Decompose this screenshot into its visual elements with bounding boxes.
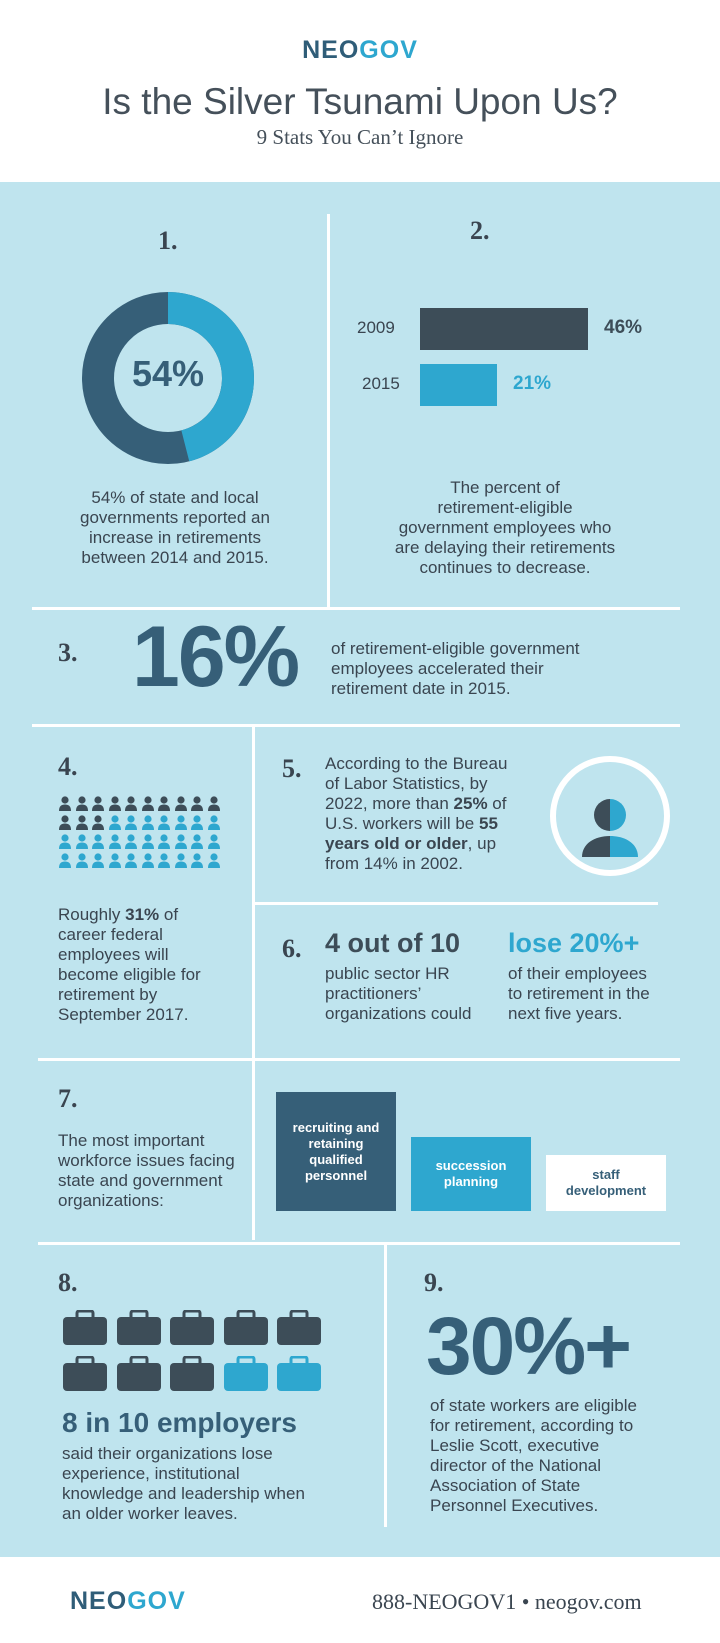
stat4-text: Roughly 31% of career federal employees will become eligible for retirement by September 2017. <box>58 905 201 1024</box>
person-icon <box>207 815 221 831</box>
stat6-headline-a: 4 out of 10 <box>325 928 461 958</box>
footer <box>0 1557 720 1643</box>
person-icon <box>124 815 138 831</box>
stat8-headline: 8 in 10 employers <box>62 1407 298 1438</box>
donut-label: 54% <box>131 353 205 394</box>
person-icon <box>141 815 155 831</box>
bar-2015 <box>420 364 497 406</box>
person-icon <box>91 815 105 831</box>
stat-number: 6. <box>282 934 302 963</box>
stat5-text: According to the Bureau of Labor Statistics, by 2022, more than 25% of U.S. workers will be 55 years old or older, up from 14% in 2002. <box>325 754 508 873</box>
bar-category-label: 2009 <box>357 318 395 337</box>
stat-number: 5. <box>282 754 302 783</box>
stat6-text-b: of their employees to retirement in the next five years. <box>508 964 650 1023</box>
issue-box-recruiting: recruiting and retaining qualified personnel <box>276 1092 396 1211</box>
stat-number: 7. <box>58 1084 78 1113</box>
person-icon <box>124 834 138 850</box>
divider <box>32 607 680 610</box>
person-icon <box>190 853 204 869</box>
person-icon <box>207 853 221 869</box>
stat9-text: of state workers are eligible for retirement, according to Leslie Scott, executive director of the National Association of State Personnel Executives. <box>430 1396 637 1515</box>
bar-value-label: 21% <box>513 373 552 394</box>
briefcase-icon <box>62 1356 108 1392</box>
person-icon <box>58 834 72 850</box>
briefcase-icon <box>62 1310 108 1346</box>
person-icon <box>141 796 155 812</box>
page-title: Is the Silver Tsunami Upon Us? <box>102 81 618 122</box>
person-icon <box>174 853 188 869</box>
stat3-text: of retirement-eligible government employees accelerated their retirement date in 2015. <box>331 639 580 698</box>
person-icon <box>124 853 138 869</box>
people-icon-grid <box>58 796 228 872</box>
person-icon <box>75 853 89 869</box>
person-circle-icon <box>548 754 672 878</box>
contact-info[interactable]: 888-NEOGOV1 • neogov.com <box>372 1589 642 1614</box>
person-icon <box>174 796 188 812</box>
divider <box>32 724 680 727</box>
person-icon <box>75 796 89 812</box>
stat6-text-a: public sector HR practitioners’ organizations could <box>325 964 472 1023</box>
stat1-text: 54% of state and local governments reported an increase in retirements between 2014 and 2015. <box>80 488 270 567</box>
divider <box>38 1242 680 1245</box>
stat-number: 1. <box>158 226 178 255</box>
briefcase-icon <box>276 1356 322 1392</box>
stat-number: 3. <box>58 638 78 667</box>
issue-box-staff-development: staff development <box>546 1155 666 1211</box>
person-icon <box>174 815 188 831</box>
person-icon <box>58 853 72 869</box>
briefcase-icon <box>223 1356 269 1392</box>
person-icon <box>157 796 171 812</box>
stat-number: 9. <box>424 1268 444 1297</box>
briefcase-icon <box>116 1356 162 1392</box>
divider <box>254 902 658 905</box>
person-icon <box>190 834 204 850</box>
person-icon <box>124 796 138 812</box>
stat-number: 2. <box>470 216 490 245</box>
stat8-text: said their organizations lose experience, institutional knowledge and leadership when an older worker leaves. <box>62 1444 305 1523</box>
person-icon <box>75 815 89 831</box>
person-icon <box>75 834 89 850</box>
person-icon <box>207 796 221 812</box>
person-icon <box>91 796 105 812</box>
person-icon <box>190 796 204 812</box>
person-icon <box>157 815 171 831</box>
stat2-text: The percent of retirement-eligible government employees who are delaying their retirements continues to decrease. <box>394 478 616 577</box>
divider <box>384 1244 387 1527</box>
page-subtitle: 9 Stats You Can’t Ignore <box>256 125 464 149</box>
person-icon <box>174 834 188 850</box>
bar-category-label: 2015 <box>362 374 400 393</box>
divider <box>38 1058 680 1061</box>
briefcase-icon <box>169 1310 215 1346</box>
person-icon <box>207 834 221 850</box>
header <box>0 0 720 182</box>
divider <box>327 214 330 609</box>
neogov-logo[interactable]: NEOGOV <box>70 1587 186 1615</box>
person-icon <box>157 853 171 869</box>
person-icon <box>91 853 105 869</box>
person-icon <box>108 815 122 831</box>
neogov-logo[interactable]: NEOGOV <box>302 36 418 64</box>
person-icon <box>190 815 204 831</box>
person-icon <box>108 853 122 869</box>
person-icon <box>91 834 105 850</box>
stat9-big-value: 30%+ <box>426 1301 631 1392</box>
briefcase-icon <box>276 1310 322 1346</box>
person-icon <box>58 796 72 812</box>
stat-number: 4. <box>58 752 78 781</box>
stat6-headline-b: lose 20%+ <box>508 928 640 958</box>
bar-2009 <box>420 308 588 350</box>
person-icon <box>141 853 155 869</box>
briefcase-icon <box>116 1310 162 1346</box>
person-icon <box>108 796 122 812</box>
person-icon <box>58 815 72 831</box>
stat7-text: The most important workforce issues facing state and government organizations: <box>58 1131 235 1210</box>
person-icon <box>108 834 122 850</box>
issue-box-succession: succession planning <box>411 1137 531 1211</box>
briefcase-icon <box>223 1310 269 1346</box>
stat3-big-value: 16% <box>132 609 299 705</box>
person-icon <box>157 834 171 850</box>
stat-number: 8. <box>58 1268 78 1297</box>
infographic-body <box>0 182 720 1557</box>
briefcase-icon <box>169 1356 215 1392</box>
bar-value-label: 46% <box>604 317 643 338</box>
briefcase-icon-grid <box>62 1310 332 1400</box>
person-icon <box>141 834 155 850</box>
